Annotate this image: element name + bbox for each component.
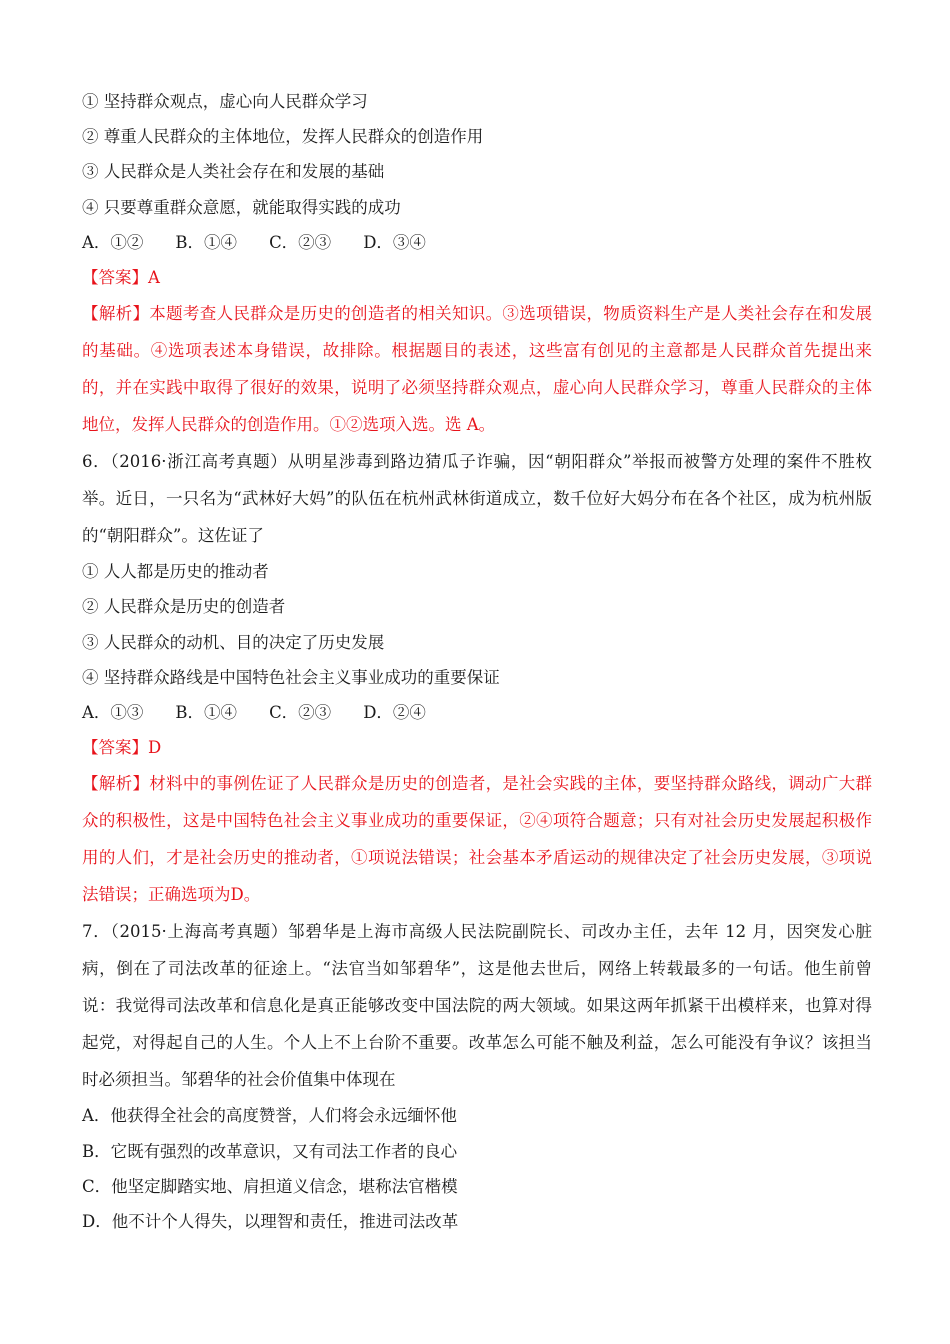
document-page	[82, 84, 872, 1239]
q5-option-a: A．①②	[82, 232, 144, 252]
analysis-tag: 【解析】	[82, 304, 150, 324]
answer-tag: 【答案】	[82, 738, 148, 758]
q6-stem: 6．（2016·浙江高考真题）从明星涉毒到路边猜瓜子诈骗，因“朝阳群众”举报而被警方处理的案件不胜枚举。近日，一只名为“武林好大妈”的队伍在杭州武林街道成立，数千位好大妈分布在各个社区，成为杭州版的“朝阳群众”。这佐证了	[82, 452, 872, 546]
analysis-text: 本题考查人民群众是历史的创造者的相关知识。③选项错误，物质资料生产是人类社会存在和发展的基础。④选项表述本身错误，故排除。根据题目的表述，这些富有创见的主意都是人民群众首先提出来的，并在实践中取得了很好的效果，说明了必须坚持群众观点，虚心向人民群众学习，尊重人民群众的主体地位，发挥人民群众的创造作用。①②选项入选。选 A。	[82, 304, 873, 435]
q5-statement-1: ① 坚持群众观点，虚心向人民群众学习	[82, 92, 368, 111]
q6-statement-2: ② 人民群众是历史的创造者	[82, 597, 286, 617]
q6-option-a: A．①③	[82, 703, 144, 723]
answer-value: A	[148, 268, 160, 288]
q5-statement-3: ③ 人民群众是人类社会存在和发展的基础	[82, 162, 385, 182]
q5-option-b: B．①④	[175, 232, 238, 252]
q6-analysis	[82, 765, 872, 913]
q5-option-c: C．②③	[269, 232, 332, 252]
q5-statement-4: ④ 只要尊重群众意愿，就能取得实践的成功	[82, 197, 401, 217]
q6-statement-1: ① 人人都是历史的推动者	[82, 562, 269, 582]
q5-answer	[82, 260, 872, 295]
q5-statement-2: ② 尊重人民群众的主体地位，发挥人民群众的创造作用	[82, 127, 484, 147]
answer-value: D	[148, 738, 162, 758]
q7-choice-b: B．它既有强烈的改革意识，又有司法工作者的良心	[82, 1141, 458, 1161]
q6-answer	[82, 730, 872, 765]
q6-statement-3: ③ 人民群众的动机、目的决定了历史发展	[82, 632, 385, 652]
q7-choice-a: A．他获得全社会的高度赞誉，人们将会永远缅怀他	[82, 1106, 457, 1126]
analysis-text: 材料中的事例佐证了人民群众是历史的创造者，是社会实践的主体，要坚持群众路线，调动广大群众的积极性，这是中国特色社会主义事业成功的重要保证，②④项符合题意；只有对社会历史发展起积极作用的人们，才是社会历史的推动者，①项说法错误；社会基本矛盾运动的规律决定了社会历史发展，③项说法错误；正确选项为D。	[82, 774, 873, 905]
q5-option-d: D．③④	[363, 232, 426, 252]
q7-stem: 7．（2015·上海高考真题）邹碧华是上海市高级人民法院副院长、司改办主任，去年 12 月，因突发心脏病，倒在了司法改革的征途上。“法官当如邹碧华”，这是他去世后，网络上转载最多的一句话。他生前曾说：我觉得司法改革和信息化是真正能够改变中国法院的两大领域。如果这两年抓紧干出模样来，也算对得起党，对得起自己的人生。个人上不上台阶不重要。改革怎么可能不触及利益，怎么可能没有争议？该担当时必须担当。邹碧华的社会价值集中体现在	[82, 922, 872, 1090]
q6-option-c: C．②③	[269, 703, 332, 723]
analysis-tag: 【解析】	[82, 774, 150, 794]
q7-choice-d: D．他不计个人得失，以理智和责任，推进司法改革	[82, 1212, 459, 1232]
q6-option-d: D．②④	[363, 703, 426, 723]
q5-analysis	[82, 295, 872, 443]
q7-choice-c: C．他坚定脚踏实地、肩担道义信念，堪称法官楷模	[82, 1176, 458, 1196]
q6-option-b: B．①④	[175, 703, 238, 723]
q5-options	[82, 225, 872, 260]
q6-options	[82, 695, 872, 730]
q6-statement-4: ④ 坚持群众路线是中国特色社会主义事业成功的重要保证	[82, 667, 500, 687]
answer-tag: 【答案】	[82, 268, 148, 288]
